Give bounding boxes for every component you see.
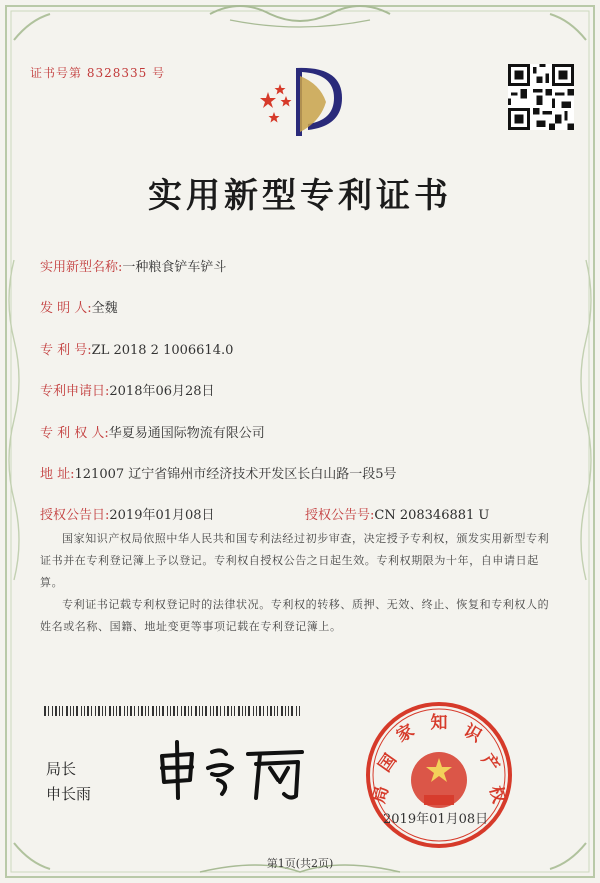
field-label: 地 址: <box>40 467 75 482</box>
barcode-bar <box>87 706 89 716</box>
barcode-bar <box>138 706 139 716</box>
barcode-bar <box>66 706 68 716</box>
field-value: CN 208346881 U <box>374 508 490 523</box>
barcode-bar <box>152 706 154 716</box>
qr-code <box>508 64 574 130</box>
field-label: 授权公告号: <box>305 508 375 523</box>
field-value: 全魏 <box>91 301 118 316</box>
barcode-bar <box>263 706 264 716</box>
certificate-number <box>30 64 165 81</box>
statement-paragraph: 专利证书记载专利权登记时的法律状况。专利权的转移、质押、无效、终止、恢复和专利权人的姓名或名称、国籍、地址变更等事项记载在专利登记簿上。 <box>40 598 550 633</box>
barcode-bar <box>59 706 60 716</box>
barcode-bar <box>195 706 197 716</box>
field-patent-number <box>40 339 233 358</box>
barcode-bar <box>245 706 246 716</box>
barcode-bar <box>299 706 300 716</box>
barcode-bar <box>91 706 92 716</box>
certificate-number-label: 证书号第 <box>30 66 83 80</box>
barcode-bar <box>44 706 46 716</box>
svg-text:权: 权 <box>484 783 509 806</box>
patent-office-emblem-icon <box>250 62 360 140</box>
barcode-bar <box>130 706 132 716</box>
barcode-bar <box>296 706 297 716</box>
barcode-bar <box>98 706 100 716</box>
barcode-bar <box>52 706 53 716</box>
field-value: 121007 辽宁省锦州市经济技术开发区长白山路一段5号 <box>74 467 397 482</box>
barcode-bar <box>159 706 160 716</box>
barcode-bar <box>145 706 146 716</box>
statement-paragraph: 国家知识产权局依照中华人民共和国专利法经过初步审查，决定授予专利权，颁发实用新型专利证书并在专利登记簿上予以登记。专利权自授权公告之日起生效。专利权期限为十年，自申请日起算。 <box>40 532 550 589</box>
svg-text:知: 知 <box>430 713 448 733</box>
field-label: 专 利 权 人: <box>40 426 109 441</box>
barcode-bar <box>70 706 71 716</box>
barcode-bar <box>216 706 218 716</box>
field-value: 2019年01月08日 <box>109 508 215 523</box>
barcode-bar <box>173 706 175 716</box>
barcode-bar <box>162 706 164 716</box>
field-label: 发 明 人: <box>40 301 92 316</box>
barcode-bar <box>177 706 178 716</box>
barcode-bar <box>202 706 203 716</box>
barcode-bar <box>291 706 293 716</box>
barcode-bar <box>181 706 182 716</box>
field-address <box>40 463 397 482</box>
barcode-bar <box>224 706 225 716</box>
field-grant-announcement-number <box>305 504 489 523</box>
barcode-bar <box>205 706 207 716</box>
svg-text:产: 产 <box>477 750 504 776</box>
barcode-bar <box>84 706 85 716</box>
barcode-bar <box>167 706 168 716</box>
field-application-date <box>40 380 215 399</box>
barcode-bar <box>81 706 82 716</box>
certificate-number-suffix: 号 <box>152 66 166 80</box>
barcode-bar <box>95 706 96 716</box>
barcode-bar <box>231 706 232 716</box>
field-value: 一种粮食铲车铲斗 <box>122 260 227 275</box>
barcode-bar <box>141 706 143 716</box>
barcode-bar <box>55 706 57 716</box>
barcode-bar <box>109 706 111 716</box>
field-label: 专利申请日: <box>40 384 110 399</box>
field-label: 实用新型名称: <box>40 260 123 275</box>
barcode-bar <box>134 706 135 716</box>
barcode-bar <box>184 706 186 716</box>
barcode-bar <box>76 706 78 716</box>
barcode-bar <box>281 706 283 716</box>
official-seal <box>364 700 514 850</box>
barcode-bar <box>253 706 254 716</box>
seal-date: 2019年01月08日 <box>383 812 489 827</box>
barcode-bar <box>267 706 268 716</box>
svg-text:局: 局 <box>369 783 394 806</box>
barcode-bar <box>213 706 214 716</box>
field-label: 专 利 号: <box>40 343 92 358</box>
field-patentee <box>40 422 265 441</box>
director-name: 申长雨 <box>46 785 92 803</box>
barcode-bar <box>220 706 221 716</box>
barcode-bar <box>156 706 157 716</box>
page-number: 第1页(共2页) <box>266 857 334 870</box>
barcode-bar <box>48 706 49 716</box>
barcode-bar <box>199 706 200 716</box>
certificate-title: 实用新型专利证书 <box>148 176 452 216</box>
field-value: 华夏易通国际物流有限公司 <box>108 426 265 441</box>
barcode-bar <box>105 706 106 716</box>
barcode-bar <box>274 706 275 716</box>
barcode-bar <box>270 706 272 716</box>
barcode-bar <box>256 706 257 716</box>
certificate-number-value: 8328335 <box>86 66 148 80</box>
barcode-bar <box>124 706 125 716</box>
barcode-bar <box>191 706 192 716</box>
barcode-bar <box>62 706 63 716</box>
field-grant-date <box>40 504 215 523</box>
barcode-bar <box>288 706 289 716</box>
barcode-bar <box>119 706 121 716</box>
barcode-bar <box>259 706 261 716</box>
barcode-bar <box>127 706 128 716</box>
barcode-bar <box>242 706 243 716</box>
barcode-bar <box>102 706 103 716</box>
field-value: ZL 2018 2 1006614.0 <box>91 343 234 358</box>
field-inventor <box>40 297 118 316</box>
barcode-bar <box>238 706 240 716</box>
barcode-bar <box>285 706 286 716</box>
barcode-bar <box>234 706 235 716</box>
barcode <box>44 706 300 716</box>
field-utility-model-name <box>40 256 226 275</box>
svg-text:国: 国 <box>374 750 401 776</box>
field-label: 授权公告日: <box>40 508 110 523</box>
barcode-bar <box>113 706 114 716</box>
barcode-bar <box>148 706 149 716</box>
barcode-bar <box>210 706 211 716</box>
handwritten-signature <box>152 734 312 804</box>
director-title: 局长 <box>46 760 77 778</box>
barcode-bar <box>248 706 250 716</box>
barcode-bar <box>227 706 229 716</box>
field-value: 2018年06月28日 <box>109 384 215 399</box>
svg-text:识: 识 <box>460 720 485 747</box>
barcode-bar <box>73 706 74 716</box>
barcode-bar <box>170 706 171 716</box>
barcode-bar <box>277 706 278 716</box>
barcode-bar <box>188 706 189 716</box>
barcode-bar <box>116 706 117 716</box>
svg-text:家: 家 <box>393 720 418 747</box>
